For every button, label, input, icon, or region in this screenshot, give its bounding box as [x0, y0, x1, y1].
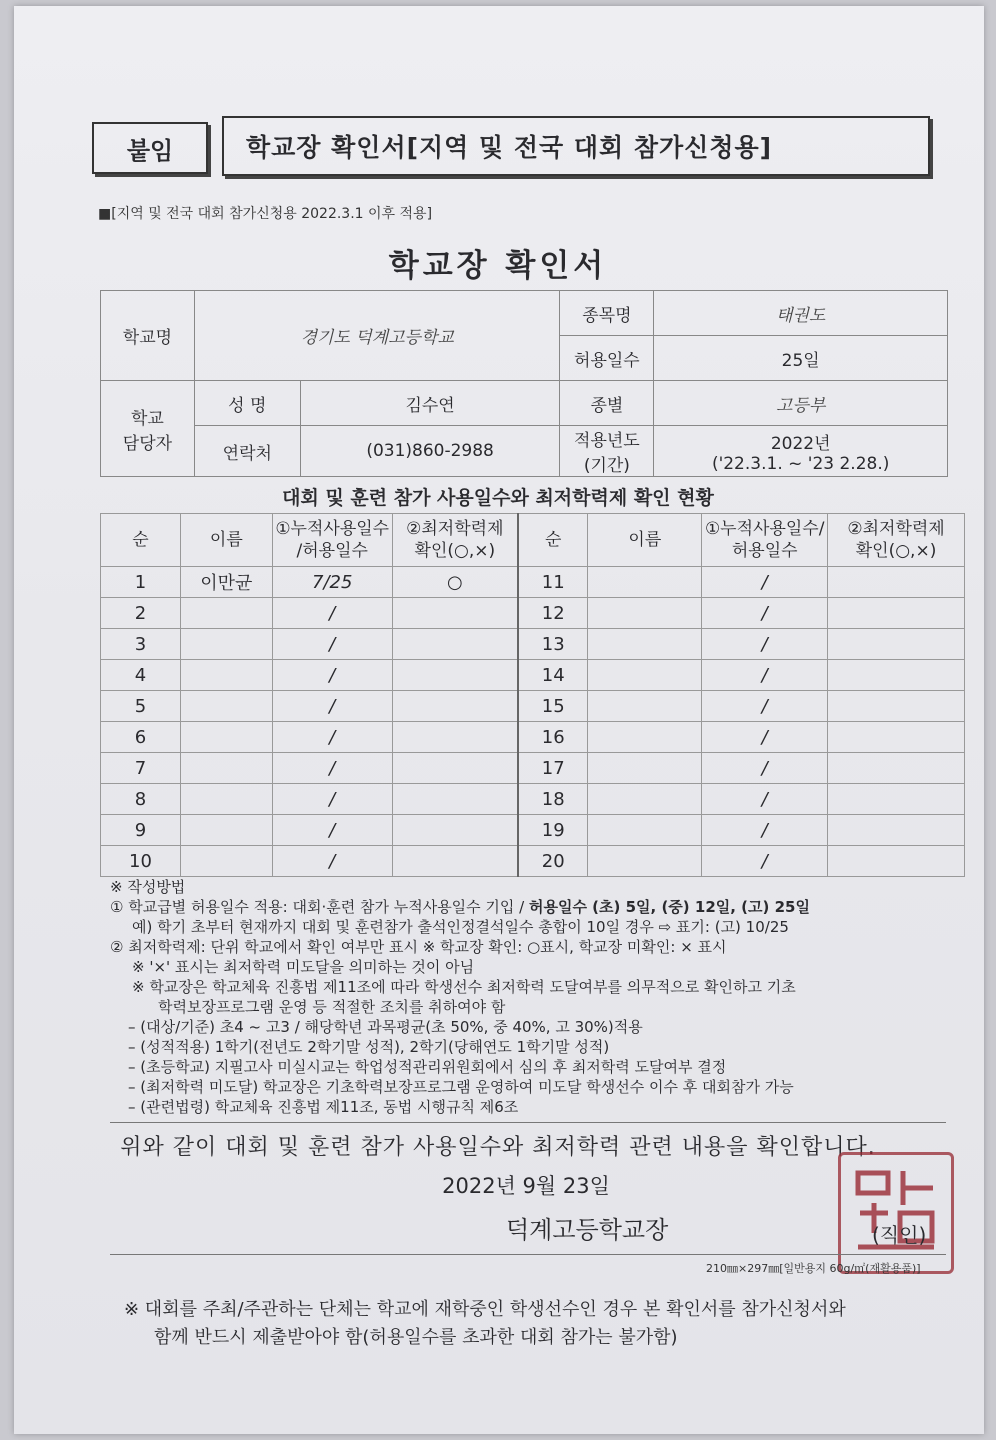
table-row	[101, 846, 965, 877]
paper-spec: 210㎜×297㎜[일반용지 60g/㎡(재활용품)]	[706, 1262, 921, 1275]
detail-2: – (성적적용) 1학기(전년도 2학기말 성적), 2학기(당해연도 1학기말 성적)	[128, 1038, 610, 1056]
row-no-cell: 11	[518, 567, 588, 598]
row-no-cell: 12	[518, 598, 588, 629]
allowed-days-label: 허용일수	[560, 336, 654, 381]
row-days-cell: /	[272, 753, 392, 784]
table-row	[101, 784, 965, 815]
event-label: 종목명	[560, 291, 654, 336]
row-name-cell	[180, 784, 272, 815]
divider-bottom	[110, 1254, 946, 1255]
table-row	[101, 567, 965, 598]
row-days-cell: /	[702, 784, 828, 815]
row-no-cell: 19	[518, 815, 588, 846]
table-title: 대회 및 훈련 참가 사용일수와 최저학력제 확인 현황	[282, 487, 714, 509]
seal-label: (직인)	[872, 1223, 927, 1247]
divider-top	[110, 1122, 946, 1123]
row-name-cell	[588, 691, 702, 722]
school-value: 경기도 덕계고등학교	[194, 291, 560, 381]
row-check-cell	[392, 598, 518, 629]
row-days-cell: /	[272, 660, 392, 691]
row-days-cell: /	[702, 753, 828, 784]
row-check-cell	[392, 784, 518, 815]
note-4-cont: 학력보장프로그램 운영 등 적절한 조치를 취하여야 함	[158, 998, 506, 1016]
table-row	[101, 629, 965, 660]
row-days-cell: /	[272, 691, 392, 722]
table-row	[101, 660, 965, 691]
row-name-cell	[588, 660, 702, 691]
row-days-cell: /	[272, 629, 392, 660]
row-check-cell	[828, 660, 965, 691]
notes-heading: ※ 작성방법	[110, 878, 186, 896]
row-check-cell	[392, 846, 518, 877]
official-seal-icon	[838, 1152, 954, 1274]
row-check-cell	[828, 567, 965, 598]
note-1: ① 학교급별 허용일수 적용: 대회·훈련 참가 누적사용일수 기입 / 허용일수 (초) 5일, (중) 12일, (고) 25일	[110, 898, 810, 916]
row-no-cell: 9	[101, 815, 181, 846]
applicability-note: ■[지역 및 전국 대회 참가신청용 2022.3.1 이후 적용]	[98, 206, 433, 222]
col-name: 이름	[180, 514, 272, 567]
division-label: 종별	[560, 381, 654, 426]
row-no-cell: 7	[101, 753, 181, 784]
confirmation-statement: 위와 같이 대회 및 훈련 참가 사용일수와 최저학력 관련 내용을 확인합니다.	[120, 1135, 876, 1160]
row-name-cell	[588, 815, 702, 846]
row-check-cell	[392, 815, 518, 846]
main-title: 학교장 확인서	[388, 248, 608, 284]
row-check-cell	[828, 846, 965, 877]
row-no-cell: 6	[101, 722, 181, 753]
table-row	[101, 753, 965, 784]
row-days-cell: /	[272, 784, 392, 815]
note-1-example: 예) 학기 초부터 현재까지 대회 및 훈련참가 출석인정결석일수 총합이 10일 경우 ⇨ 표기: (고) 10/25	[132, 918, 789, 936]
row-name-cell	[180, 815, 272, 846]
allowed-days-value: 25일	[654, 336, 948, 381]
detail-3: – (초등학교) 지필고사 미실시교는 학업성적관리위원회에서 심의 후 최저학력 도달여부 결정	[128, 1058, 727, 1076]
row-name-cell	[588, 722, 702, 753]
row-check-cell	[828, 629, 965, 660]
row-check-cell	[392, 722, 518, 753]
row-check-cell	[828, 691, 965, 722]
row-check-cell	[828, 815, 965, 846]
row-no-cell: 20	[518, 846, 588, 877]
row-name-cell	[588, 784, 702, 815]
row-days-cell: 7/25	[272, 567, 392, 598]
row-check-cell: ○	[392, 567, 518, 598]
row-name-cell	[180, 753, 272, 784]
row-name-cell	[588, 567, 702, 598]
issue-date: 2022년 9월 23일	[442, 1174, 610, 1198]
event-value: 태권도	[654, 291, 948, 336]
row-name-cell	[180, 629, 272, 660]
col-days: ①누적사용일수 /허용일수	[272, 514, 392, 567]
row-days-cell: /	[272, 846, 392, 877]
row-no-cell: 1	[101, 567, 181, 598]
row-name-cell	[180, 846, 272, 877]
table-row	[101, 815, 965, 846]
detail-5: – (관련법령) 학교체육 진흥법 제11조, 동법 시행규칙 제6조	[128, 1098, 519, 1116]
school-label: 학교명	[101, 291, 195, 381]
row-no-cell: 13	[518, 629, 588, 660]
note-2: ② 최저학력제: 단위 학교에서 확인 여부만 표시 ※ 학교장 확인: ○표시, 학교장 미확인: × 표시	[110, 938, 727, 956]
year-value: 2022년 ('22.3.1. ~ '23 2.28.)	[654, 426, 948, 477]
row-days-cell: /	[702, 846, 828, 877]
table-row	[101, 598, 965, 629]
participation-table	[100, 513, 965, 877]
attachment-tag: 붙임	[92, 122, 208, 174]
col-grade-check: ②최저학력제 확인(○,×)	[392, 514, 518, 567]
table-row	[101, 691, 965, 722]
row-no-cell: 14	[518, 660, 588, 691]
detail-4: – (최저학력 미도달) 학교장은 기초학력보장프로그램 운영하여 미도달 학생선수 이수 후 대회참가 가능	[128, 1078, 794, 1096]
footer-line-2: 함께 반드시 제출받아야 함(허용일수를 초과한 대회 참가는 불가함)	[154, 1327, 678, 1348]
division-value: 고등부	[654, 381, 948, 426]
document-title: 학교장 확인서[지역 및 전국 대회 참가신청용]	[222, 116, 930, 176]
row-name-cell	[180, 660, 272, 691]
name-label: 성 명	[194, 381, 300, 426]
row-check-cell	[392, 753, 518, 784]
row-days-cell: /	[272, 815, 392, 846]
row-days-cell: /	[272, 722, 392, 753]
row-name-cell: 이만균	[180, 567, 272, 598]
col-no-right: 순	[518, 514, 588, 567]
row-days-cell: /	[702, 660, 828, 691]
row-days-cell: /	[272, 598, 392, 629]
footer-line-1: ※ 대회를 주최/주관하는 단체는 학교에 재학중인 학생선수인 경우 본 확인서를 참가신청서와	[124, 1299, 846, 1320]
row-no-cell: 18	[518, 784, 588, 815]
row-no-cell: 15	[518, 691, 588, 722]
row-check-cell	[828, 722, 965, 753]
row-no-cell: 10	[101, 846, 181, 877]
year-label: 적용년도 (기간)	[560, 426, 654, 477]
row-check-cell	[392, 660, 518, 691]
row-days-cell: /	[702, 815, 828, 846]
note-4: ※ 학교장은 학교체육 진흥법 제11조에 따라 학생선수 최저학력 도달여부를 의무적으로 확인하고 기초	[132, 978, 796, 996]
row-check-cell	[828, 598, 965, 629]
row-days-cell: /	[702, 567, 828, 598]
row-check-cell	[828, 784, 965, 815]
col-grade-check-right: ②최저학력제 확인(○,×)	[828, 514, 965, 567]
row-no-cell: 4	[101, 660, 181, 691]
col-no: 순	[101, 514, 181, 567]
row-days-cell: /	[702, 722, 828, 753]
row-no-cell: 3	[101, 629, 181, 660]
phone-label: 연락처	[194, 426, 300, 477]
row-check-cell	[392, 691, 518, 722]
footer-note	[124, 1296, 944, 1352]
row-name-cell	[180, 598, 272, 629]
name-value: 김수연	[300, 381, 560, 426]
detail-1: – (대상/기준) 초4 ~ 고3 / 해당학년 과목평균(초 50%, 중 40%, 고 30%)적용	[128, 1018, 643, 1036]
row-name-cell	[180, 722, 272, 753]
row-name-cell	[588, 753, 702, 784]
row-name-cell	[588, 846, 702, 877]
row-no-cell: 2	[101, 598, 181, 629]
row-no-cell: 5	[101, 691, 181, 722]
row-name-cell	[180, 691, 272, 722]
row-no-cell: 16	[518, 722, 588, 753]
row-name-cell	[588, 629, 702, 660]
contact-person-label: 학교 담당자	[101, 381, 195, 477]
row-days-cell: /	[702, 691, 828, 722]
row-check-cell	[828, 753, 965, 784]
row-days-cell: /	[702, 598, 828, 629]
row-name-cell	[588, 598, 702, 629]
row-no-cell: 17	[518, 753, 588, 784]
note-3: ※ '×' 표시는 최저학력 미도달을 의미하는 것이 아님	[132, 958, 475, 976]
info-table	[100, 290, 948, 477]
row-days-cell: /	[702, 629, 828, 660]
phone-value: (031)860-2988	[300, 426, 560, 477]
row-no-cell: 8	[101, 784, 181, 815]
col-days-right: ①누적사용일수/ 허용일수	[702, 514, 828, 567]
principal-name: 덕계고등학교장	[506, 1216, 669, 1244]
writing-instructions	[110, 877, 960, 1117]
row-check-cell	[392, 629, 518, 660]
col-name-right: 이름	[588, 514, 702, 567]
table-header-row	[101, 514, 965, 567]
table-row	[101, 722, 965, 753]
document-header	[92, 116, 910, 176]
